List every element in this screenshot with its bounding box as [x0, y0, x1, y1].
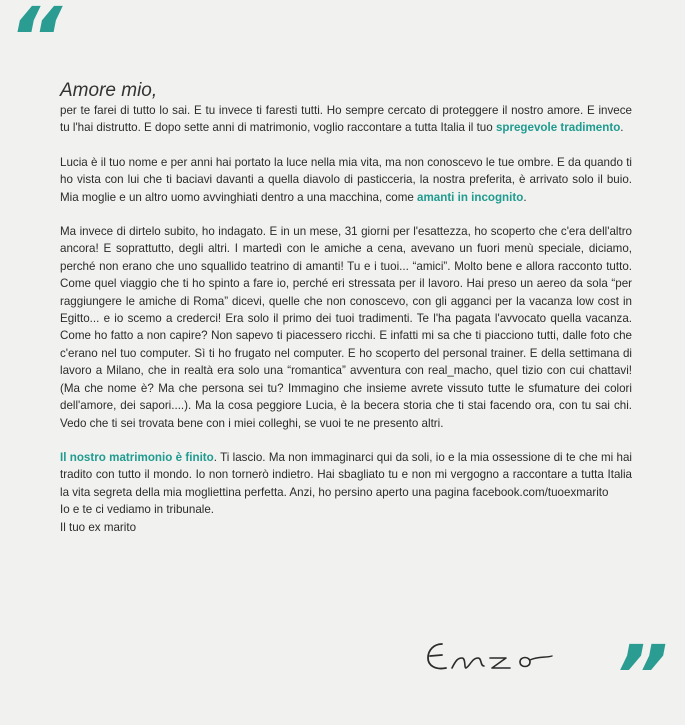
- greeting: Amore mio,: [60, 80, 158, 101]
- paragraph-2: Lucia è il tuo nome e per anni hai portato la luce nella mia vita, ma non conoscevo le tue ombre. E da quando ti ho vista con lui che ti baciavi davanti a quella diavolo di pasticceria, la nostra preferita, è arrivato solo il buio. Mia moglie e un altro uomo avvinghiati dentro a una macchina, come amanti in incognito.: [60, 155, 632, 204]
- closing-line: Il tuo ex marito: [60, 520, 137, 534]
- signature: [420, 630, 580, 680]
- highlight-matrimonio: Il nostro matrimonio è finito: [60, 450, 214, 464]
- highlight-amanti: amanti in incognito: [417, 190, 524, 204]
- paragraph-3: Ma invece di dirtelo subito, ho indagato. E in un mese, 31 giorni per l'esattezza, ho scoperto che c'era dell'altro ancora! E soprattutto, degli altri. I martedì con le amiche a cena, avevano un fuori menù speciale, diciamo, perché non erano che uno squallido teatrino di amanti! Tu e i tuoi... “amici”. Molto bene e allora racconto tutto. Come quel viaggio che ti ho spinto a fare io, perché eri stressata per il lavoro. Hai preso un aereo da sola “per raggiungere le amiche di Roma” dicevi, quelle che non conoscevo, con gli agganci per la vacanza low cost in Egitto... e io scemo a crederci! Era solo il primo dei tuoi tradimenti. Te l'ha pagata l'avvocato quella vacanza. Come ho fatto a non capire? Non sapevo ti piacessero ricchi. E infatti mi sa che ti piacciono tutti, dalle foto che c'erano nel tuo computer. Sì ti ho frugato nel computer. E ho scoperto del personal trainer. E della settimana di lavoro a Milano, che in realtà era solo una “romantica” avventura con real_macho, quel tizio con cui chattavi! (Ma che nome è? Ma che persona sei tu? Immagino che insieme avrete vissuto tutte le sfumature dei colori dell'amore, dei sapori....). Ma la cosa peggiore Lucia, è la becera storia che ti stai facendo ora, con tu sai chi. Vedo che ti sei trovata bene con i miei colleghi, se vuoi te ne presento altri.: [60, 225, 632, 430]
- closing-line: Io e te ci vediamo in tribunale.: [60, 503, 215, 517]
- highlight-tradimento: spregevole tradimento: [495, 121, 621, 135]
- paragraph-1: per te farei di tutto lo sai. E tu invece ti faresti tutti. Ho sempre cercato di proteggere il nostro amore. E invece tu l'hai distrutto. E dopo sette anni di matrimonio, voglio raccontare a tutta Italia il tuo spregevole tradimento.: [60, 104, 632, 135]
- paragraph-4: Il nostro matrimonio è finito. Ti lascio. Ma non immaginarci qui da soli, io e la mia ossessione di te che mi hai tradito con tutto il mondo. Io non tornerò indietro. Hai sbagliato tu e non mi vergogno a raccontare a tutta Italia la vita segreta della mia mogliettina perfetta. Anzi, ho persino aperto una pagina facebook.com/tuoexmarito: [60, 450, 633, 499]
- letter: [60, 80, 632, 536]
- close-quote-mark: ”: [614, 627, 663, 725]
- open-quote-mark: “: [8, 0, 57, 87]
- closing-lines: [60, 501, 632, 536]
